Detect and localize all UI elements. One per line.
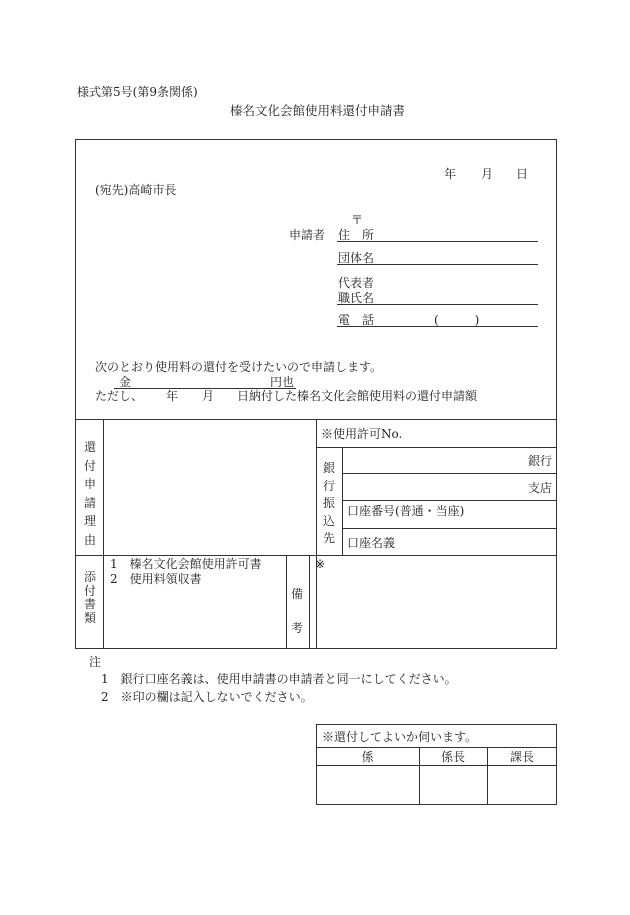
note-item-1: 1 銀行口座名義は、使用申請書の申請者と同一にしてください。 [101, 672, 457, 686]
account-number-label: 口座番号(普通・当座) [347, 504, 465, 518]
remarks-mark: ※ [315, 557, 326, 571]
proviso-year: 年 [166, 389, 179, 403]
postal-mark: 〒 [351, 213, 364, 227]
branch-name-label: 支店 [528, 481, 553, 495]
form-number: 様式第5号(第9条関係) [77, 85, 198, 99]
bank-row-divider-3 [342, 528, 557, 529]
account-name-label: 口座名義 [347, 536, 396, 550]
reason-bank-divider [316, 419, 317, 649]
addressee: (宛先)高崎市長 [95, 183, 177, 197]
reason-entry-area[interactable] [103, 419, 317, 556]
title-name-label: 職氏名 [338, 291, 375, 305]
proviso-text: 日納付した榛名文化会館使用料の還付申請額 [237, 389, 478, 403]
phone-line[interactable] [337, 326, 538, 327]
remarks-label: 備 考 [290, 587, 303, 635]
statement-text: 次のとおり使用料の還付を受けたいので申請します。 [95, 360, 383, 374]
group-name-label: 団体名 [338, 251, 375, 265]
permit-row-divider [316, 447, 557, 448]
approval-column-manager: 課長 [509, 750, 534, 764]
bank-transfer-label: 銀 行 振 込 先 [322, 461, 335, 545]
bank-row-divider-2 [342, 500, 557, 501]
permit-number-label: ※使用許可No. [321, 427, 403, 441]
amount-suffix: 円也 [270, 375, 295, 389]
attachments-label: 添 付 書 類 [83, 570, 96, 625]
date-day: 日 [516, 167, 529, 181]
applicant-label: 申請者 [289, 228, 326, 242]
remarks-label-divider-right [309, 555, 310, 649]
notes-label: 注 [89, 655, 102, 669]
approval-column-chief: 係長 [440, 750, 465, 764]
attachment-item-2: 2 使用料領収書 [110, 572, 202, 586]
approval-header-divider [316, 747, 557, 748]
note-item-2: 2 ※印の欄は記入しないでください。 [101, 690, 313, 704]
approval-stamp-staff[interactable] [316, 765, 420, 805]
approval-header: ※還付してよいか伺います。 [322, 730, 478, 744]
form-title: 榛名文化会館使用料還付申請書 [230, 103, 406, 118]
bank-row-divider-1 [342, 473, 557, 474]
date-month: 月 [481, 167, 494, 181]
attachment-item-1: 1 榛名文化会館使用許可書 [110, 557, 262, 571]
remarks-label-divider-left [286, 555, 287, 649]
group-name-line[interactable] [337, 264, 538, 265]
bank-name-label: 銀行 [528, 454, 553, 468]
phone-label: 電 話 [338, 313, 375, 327]
approval-column-staff: 係 [361, 750, 374, 764]
proviso-prefix: ただし、 [95, 389, 144, 403]
bank-label-divider [342, 447, 343, 555]
amount-prefix: 金 [119, 375, 132, 389]
representative-line[interactable] [337, 304, 538, 305]
proviso-month: 月 [202, 389, 215, 403]
phone-area-paren: ( ) [434, 313, 480, 327]
address-line[interactable] [337, 241, 538, 242]
date-year: 年 [444, 167, 457, 181]
reason-label: 還 付 申 請 理 由 [83, 440, 96, 547]
approval-stamp-manager[interactable] [488, 765, 557, 805]
representative-label: 代表者 [338, 276, 375, 290]
approval-stamp-chief[interactable] [420, 765, 487, 805]
address-label: 住 所 [338, 228, 375, 242]
